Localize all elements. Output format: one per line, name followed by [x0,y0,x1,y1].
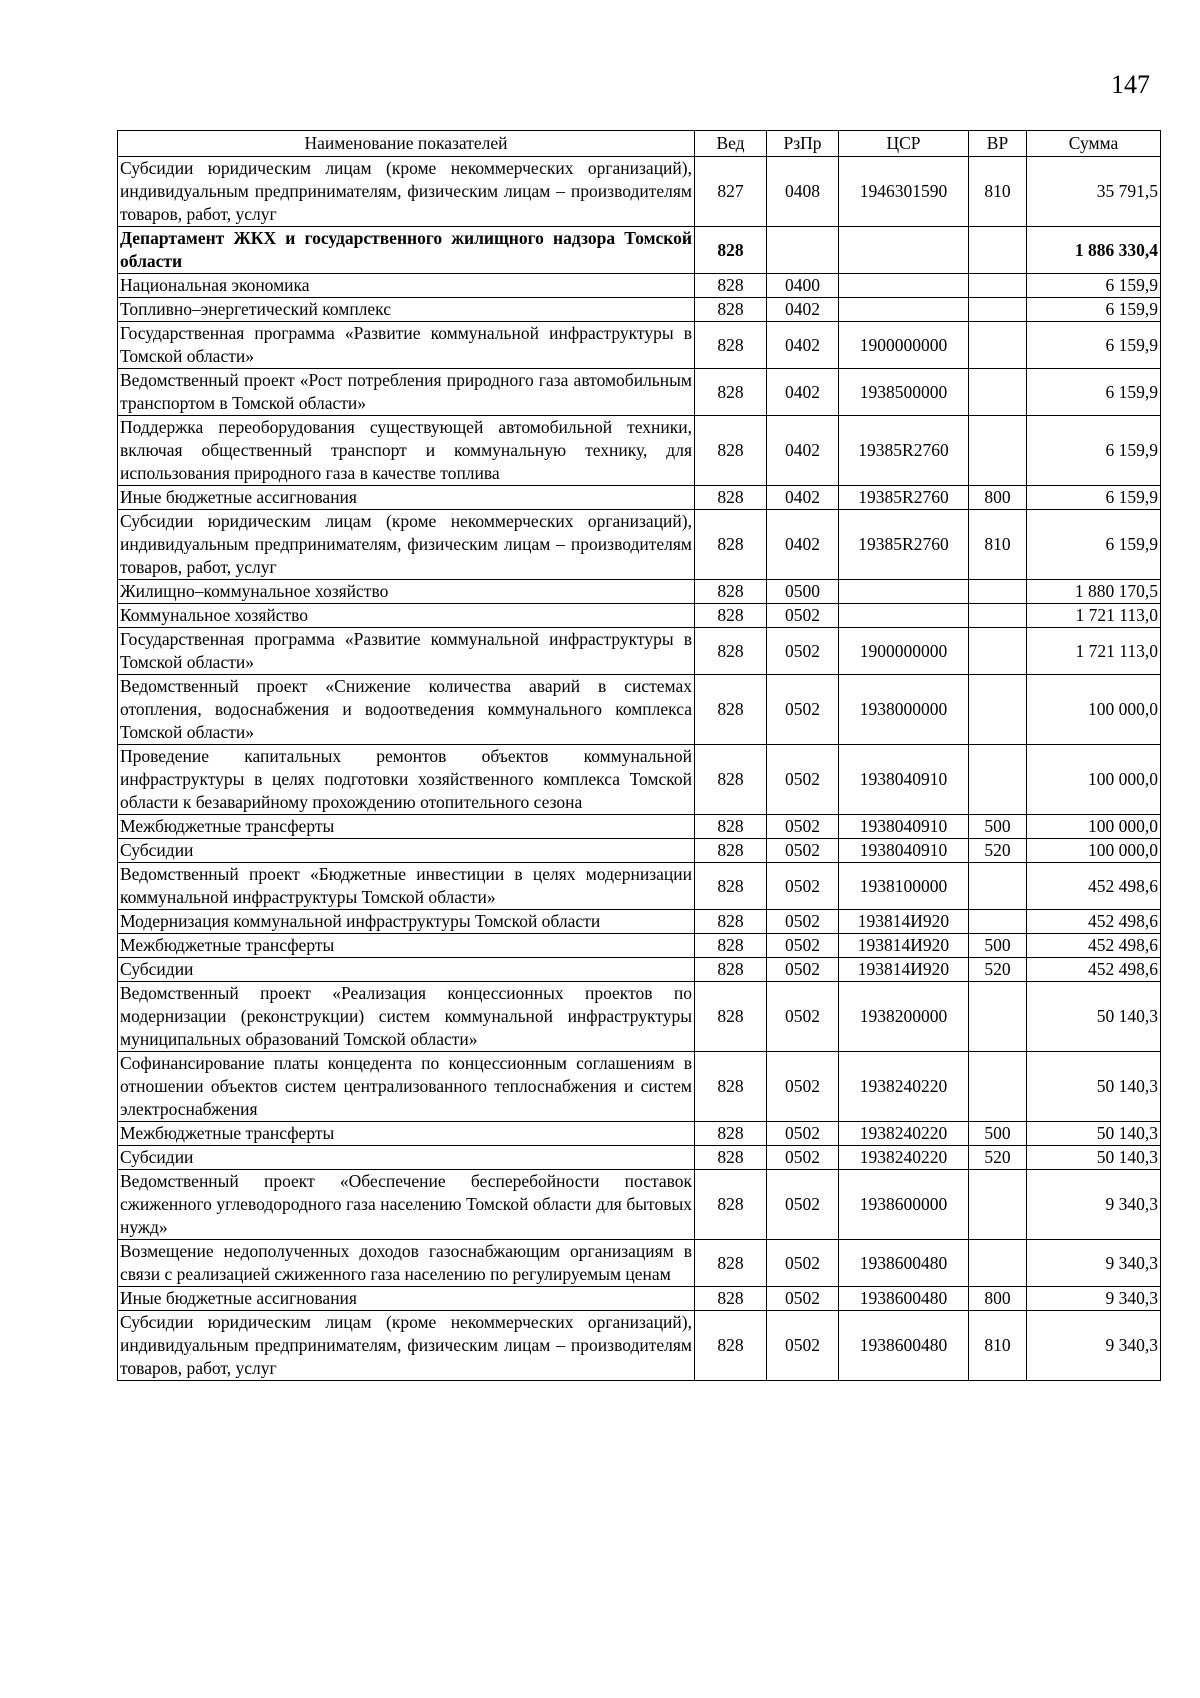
cell-sum: 9 340,3 [1027,1240,1161,1287]
cell-sum: 6 159,9 [1027,416,1161,486]
cell-ved: 828 [695,839,767,863]
cell-name: Ведомственный проект «Рост потребления природного газа автомобильным транспортом в Томской области» [118,369,695,416]
cell-csr: 193814И920 [839,910,969,934]
cell-vr [969,580,1027,604]
cell-rzpr: 0400 [767,274,839,298]
cell-sum: 1 886 330,4 [1027,227,1161,274]
cell-sum: 9 340,3 [1027,1311,1161,1381]
table-row [118,157,1161,227]
table-row [118,839,1161,863]
cell-csr: 19385R2760 [839,510,969,580]
budget-table [117,130,1161,1381]
cell-csr: 1938100000 [839,863,969,910]
cell-name: Ведомственный проект «Обеспечение бесперебойности поставок сжиженного углеводородного газа населению Томской области для бытовых нужд» [118,1170,695,1240]
cell-ved: 828 [695,628,767,675]
table-row [118,815,1161,839]
cell-ved: 828 [695,274,767,298]
header-sum: Сумма [1027,131,1161,157]
cell-ved: 828 [695,416,767,486]
table-row [118,486,1161,510]
cell-ved: 828 [695,1170,767,1240]
cell-csr [839,580,969,604]
cell-sum: 452 498,6 [1027,863,1161,910]
cell-rzpr: 0402 [767,369,839,416]
cell-csr: 193814И920 [839,934,969,958]
cell-rzpr: 0402 [767,298,839,322]
cell-sum: 452 498,6 [1027,958,1161,982]
cell-sum: 9 340,3 [1027,1170,1161,1240]
cell-csr [839,298,969,322]
cell-rzpr: 0502 [767,839,839,863]
table-row [118,628,1161,675]
cell-vr [969,298,1027,322]
cell-vr [969,910,1027,934]
cell-name: Субсидии [118,1146,695,1170]
table-row [118,1052,1161,1122]
cell-ved: 828 [695,486,767,510]
cell-sum: 6 159,9 [1027,510,1161,580]
cell-ved: 828 [695,815,767,839]
table-row [118,416,1161,486]
cell-name: Межбюджетные трансферты [118,934,695,958]
cell-vr: 520 [969,839,1027,863]
cell-rzpr: 0500 [767,580,839,604]
cell-name: Иные бюджетные ассигнования [118,486,695,510]
cell-sum: 9 340,3 [1027,1287,1161,1311]
cell-rzpr: 0502 [767,1240,839,1287]
header-ved: Вед [695,131,767,157]
cell-name: Поддержка переоборудования существующей автомобильной техники, включая общественный транспорт и коммунальную технику, для использования природного газа в качестве топлива [118,416,695,486]
table-row [118,863,1161,910]
cell-sum: 452 498,6 [1027,910,1161,934]
cell-sum: 50 140,3 [1027,1146,1161,1170]
table-row [118,745,1161,815]
cell-vr: 500 [969,1122,1027,1146]
cell-rzpr: 0402 [767,510,839,580]
cell-rzpr: 0502 [767,863,839,910]
table-row [118,227,1161,274]
table-row [118,1287,1161,1311]
cell-rzpr: 0502 [767,1170,839,1240]
cell-ved: 828 [695,227,767,274]
cell-csr: 19385R2760 [839,486,969,510]
cell-sum: 35 791,5 [1027,157,1161,227]
cell-csr: 1938040910 [839,839,969,863]
cell-rzpr: 0402 [767,416,839,486]
cell-csr: 1938040910 [839,745,969,815]
cell-vr [969,1052,1027,1122]
cell-ved: 828 [695,745,767,815]
cell-vr [969,628,1027,675]
cell-rzpr: 0502 [767,675,839,745]
table-row [118,1122,1161,1146]
cell-vr: 800 [969,486,1027,510]
cell-rzpr: 0502 [767,815,839,839]
cell-csr: 1946301590 [839,157,969,227]
table-header [118,131,1161,157]
cell-vr [969,227,1027,274]
cell-rzpr: 0408 [767,157,839,227]
cell-rzpr: 0502 [767,628,839,675]
cell-vr [969,369,1027,416]
cell-sum: 6 159,9 [1027,486,1161,510]
cell-csr [839,227,969,274]
cell-sum: 100 000,0 [1027,675,1161,745]
cell-ved: 827 [695,157,767,227]
cell-sum: 100 000,0 [1027,815,1161,839]
cell-sum: 6 159,9 [1027,298,1161,322]
cell-name: Иные бюджетные ассигнования [118,1287,695,1311]
table-row [118,580,1161,604]
cell-csr: 1938040910 [839,815,969,839]
table-row [118,958,1161,982]
cell-ved: 828 [695,580,767,604]
cell-name: Коммунальное хозяйство [118,604,695,628]
cell-ved: 828 [695,322,767,369]
cell-sum: 452 498,6 [1027,934,1161,958]
cell-ved: 828 [695,604,767,628]
table-row [118,982,1161,1052]
table-body [118,157,1161,1381]
cell-vr [969,863,1027,910]
cell-ved: 828 [695,675,767,745]
cell-ved: 828 [695,1287,767,1311]
cell-csr: 1938600480 [839,1287,969,1311]
cell-name: Ведомственный проект «Реализация концессионных проектов по модернизации (реконструкции) систем коммунальной инфраструктуры муниципальных образований Томской области» [118,982,695,1052]
cell-ved: 828 [695,1122,767,1146]
cell-vr [969,604,1027,628]
cell-name: Государственная программа «Развитие коммунальной инфраструктуры в Томской области» [118,322,695,369]
table-row [118,369,1161,416]
cell-sum: 50 140,3 [1027,1122,1161,1146]
cell-vr: 810 [969,1311,1027,1381]
cell-ved: 828 [695,1146,767,1170]
cell-name: Проведение капитальных ремонтов объектов коммунальной инфраструктуры в целях подготовки хозяйственного комплекса Томской области к безаварийному прохождению отопительного сезона [118,745,695,815]
table-row [118,1170,1161,1240]
cell-csr: 1900000000 [839,628,969,675]
table-row [118,910,1161,934]
cell-vr [969,745,1027,815]
cell-sum: 6 159,9 [1027,369,1161,416]
cell-rzpr [767,227,839,274]
cell-sum: 100 000,0 [1027,839,1161,863]
cell-csr: 193814И920 [839,958,969,982]
cell-csr: 19385R2760 [839,416,969,486]
table-row [118,1311,1161,1381]
cell-sum: 1 880 170,5 [1027,580,1161,604]
cell-sum: 6 159,9 [1027,274,1161,298]
cell-vr: 520 [969,1146,1027,1170]
cell-ved: 828 [695,863,767,910]
cell-name: Субсидии юридическим лицам (кроме некоммерческих организаций), индивидуальным предпринимателям, физическим лицам – производителям товаров, работ, услуг [118,510,695,580]
cell-vr: 810 [969,510,1027,580]
cell-csr: 1938200000 [839,982,969,1052]
cell-ved: 828 [695,1311,767,1381]
cell-name: Субсидии юридическим лицам (кроме некоммерческих организаций), индивидуальным предпринимателям, физическим лицам – производителям товаров, работ, услуг [118,1311,695,1381]
cell-rzpr: 0502 [767,1146,839,1170]
cell-sum: 1 721 113,0 [1027,604,1161,628]
table-row [118,1240,1161,1287]
cell-csr: 1938000000 [839,675,969,745]
cell-rzpr: 0502 [767,934,839,958]
cell-ved: 828 [695,958,767,982]
cell-ved: 828 [695,369,767,416]
cell-vr [969,982,1027,1052]
cell-ved: 828 [695,1052,767,1122]
header-vr: ВР [969,131,1027,157]
cell-ved: 828 [695,510,767,580]
cell-name: Государственная программа «Развитие коммунальной инфраструктуры в Томской области» [118,628,695,675]
cell-csr: 1938600480 [839,1240,969,1287]
cell-vr: 800 [969,1287,1027,1311]
cell-csr: 1938240220 [839,1146,969,1170]
cell-rzpr: 0402 [767,322,839,369]
cell-csr: 1938240220 [839,1052,969,1122]
cell-rzpr: 0502 [767,958,839,982]
cell-name: Департамент ЖКХ и государственного жилищного надзора Томской области [118,227,695,274]
cell-vr: 520 [969,958,1027,982]
cell-csr: 1938600480 [839,1311,969,1381]
cell-name: Субсидии [118,839,695,863]
cell-sum: 6 159,9 [1027,322,1161,369]
page-number: 147 [1111,70,1150,99]
cell-name: Ведомственный проект «Бюджетные инвестиции в целях модернизации коммунальной инфраструктуры Томской области» [118,863,695,910]
cell-ved: 828 [695,1240,767,1287]
header-csr: ЦСР [839,131,969,157]
cell-name: Возмещение недополученных доходов газоснабжающим организациям в связи с реализацией сжиженного газа населению по регулируемым ценам [118,1240,695,1287]
cell-ved: 828 [695,934,767,958]
cell-name: Софинансирование платы концедента по концессионным соглашениям в отношении объектов систем централизованного теплоснабжения и систем электроснабжения [118,1052,695,1122]
cell-name: Ведомственный проект «Снижение количества аварий в системах отопления, водоснабжения и водоотведения коммунального комплекса Томской области» [118,675,695,745]
table-row [118,675,1161,745]
cell-ved: 828 [695,982,767,1052]
cell-name: Жилищно–коммунальное хозяйство [118,580,695,604]
cell-csr: 1938500000 [839,369,969,416]
table-row [118,1146,1161,1170]
cell-ved: 828 [695,910,767,934]
table-row [118,322,1161,369]
cell-rzpr: 0502 [767,982,839,1052]
header-row [118,131,1161,157]
cell-rzpr: 0502 [767,1122,839,1146]
header-rzpr: РзПр [767,131,839,157]
cell-vr [969,1170,1027,1240]
header-name: Наименование показателей [118,131,695,157]
cell-ved: 828 [695,298,767,322]
cell-rzpr: 0502 [767,910,839,934]
cell-sum: 50 140,3 [1027,982,1161,1052]
cell-name: Межбюджетные трансферты [118,815,695,839]
cell-rzpr: 0502 [767,745,839,815]
cell-rzpr: 0502 [767,604,839,628]
cell-csr: 1900000000 [839,322,969,369]
cell-vr: 810 [969,157,1027,227]
cell-csr [839,274,969,298]
cell-name: Субсидии юридическим лицам (кроме некоммерческих организаций), индивидуальным предпринимателям, физическим лицам – производителям товаров, работ, услуг [118,157,695,227]
cell-rzpr: 0502 [767,1311,839,1381]
cell-vr [969,274,1027,298]
cell-sum: 1 721 113,0 [1027,628,1161,675]
cell-name: Топливно–энергетический комплекс [118,298,695,322]
table-row [118,604,1161,628]
cell-csr [839,604,969,628]
table-row [118,274,1161,298]
cell-name: Национальная экономика [118,274,695,298]
cell-sum: 100 000,0 [1027,745,1161,815]
cell-vr [969,322,1027,369]
cell-vr: 500 [969,934,1027,958]
cell-vr [969,1240,1027,1287]
cell-name: Субсидии [118,958,695,982]
table-row [118,934,1161,958]
cell-sum: 50 140,3 [1027,1052,1161,1122]
table-row [118,298,1161,322]
cell-rzpr: 0502 [767,1052,839,1122]
cell-name: Межбюджетные трансферты [118,1122,695,1146]
table-row [118,510,1161,580]
cell-vr [969,416,1027,486]
cell-vr [969,675,1027,745]
cell-name: Модернизация коммунальной инфраструктуры Томской области [118,910,695,934]
cell-rzpr: 0502 [767,1287,839,1311]
cell-rzpr: 0402 [767,486,839,510]
cell-csr: 1938240220 [839,1122,969,1146]
cell-vr: 500 [969,815,1027,839]
cell-csr: 1938600000 [839,1170,969,1240]
